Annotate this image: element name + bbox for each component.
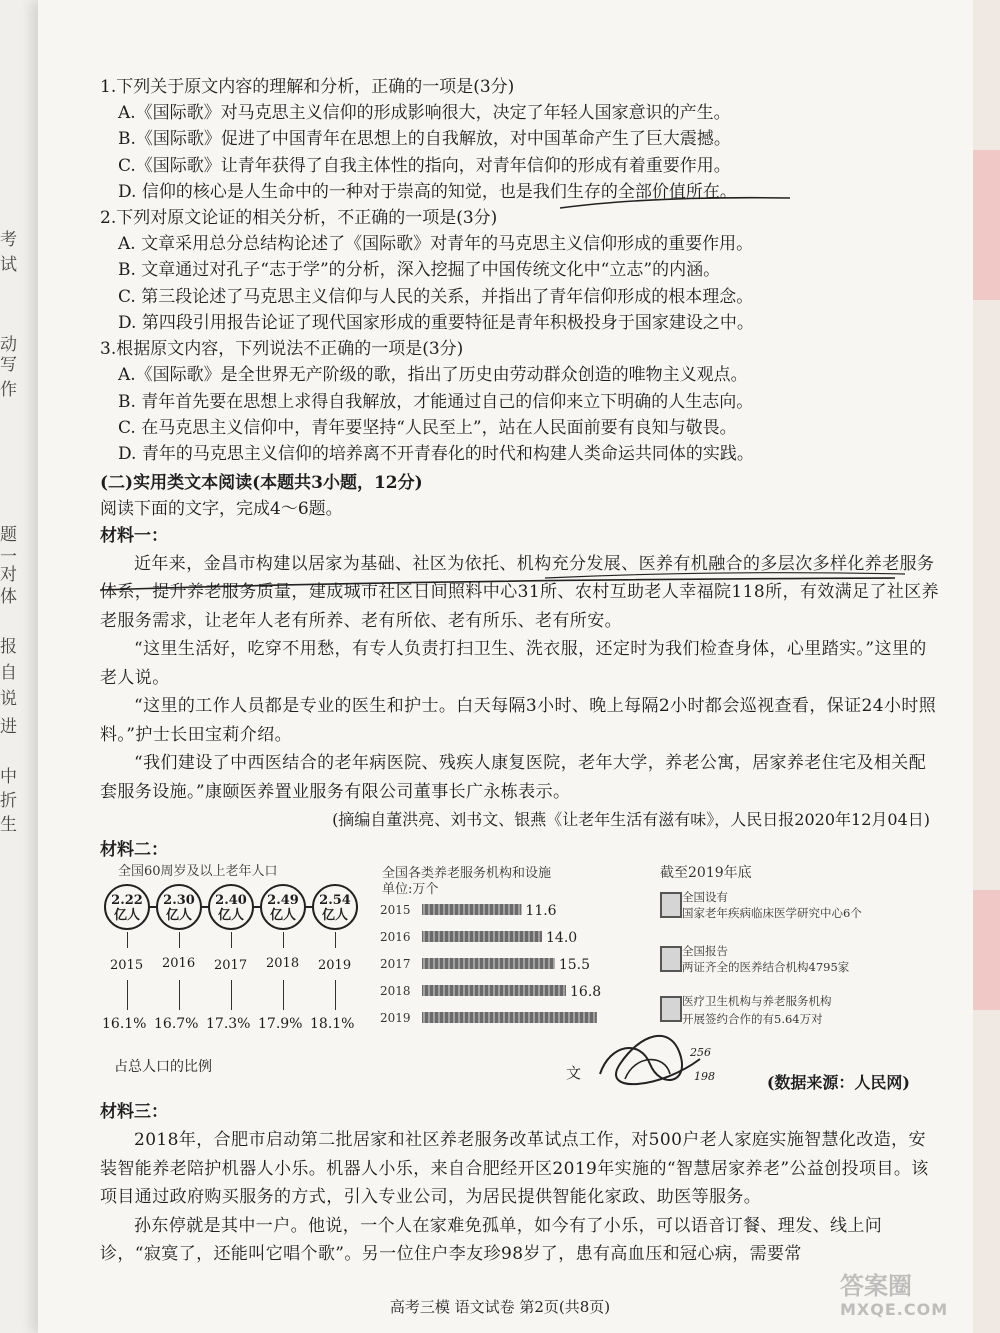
report-icon [660, 946, 682, 972]
population-value: 2.22 [111, 893, 143, 909]
population-unit: 亿人 [217, 908, 244, 924]
handwritten-mark: 文 [566, 1064, 582, 1083]
population-year: 2017 [214, 958, 248, 974]
population-title: 全国60周岁及以上老年人口 [118, 864, 278, 880]
cooperation-icon [660, 996, 682, 1022]
bar-value-label: 11.6 [525, 903, 557, 920]
section-instruction: 阅读下面的文字，完成4～6题。 [100, 498, 343, 519]
right-item-body: 两证齐全的医养结合机构4795家 [682, 960, 850, 975]
population-pct: 17.3% [206, 1016, 251, 1033]
side-fragment: 写作 [0, 355, 17, 400]
side-fragment: 折 [0, 791, 17, 811]
material-1-source: (摘编自董洪亮、刘书文、银燕《让老年生活有滋有味》，人民日报2020年12月04日) [332, 810, 930, 830]
site-watermark [840, 1272, 970, 1328]
side-fragment: 进 [0, 717, 17, 737]
material-2-figure [100, 866, 940, 1098]
right-title: 截至2019年底 [660, 865, 752, 882]
material-2-label: 材料二： [100, 840, 168, 861]
population-year: 2016 [162, 956, 196, 972]
chart-title: 全国各类养老服务机构和设施 [382, 866, 552, 882]
right-item-head: 全国设有 [682, 890, 728, 905]
side-fragment: 自 [0, 663, 17, 683]
bar-category: 2016 [380, 930, 411, 945]
option-d: D. 青年的马克思主义信仰的培养离不开青春化的时代和构建人类命运共同体的实践。 [118, 444, 754, 465]
connector-line [231, 932, 232, 948]
right-page-edge [973, 0, 1000, 1333]
connector-line [179, 932, 180, 948]
page-footer: 高考三模 语文试卷 第2页(共8页) [389, 1298, 611, 1316]
connector-line [127, 980, 128, 1010]
question-stem: 2.下列对原文论证的相关分析，不正确的一项是(3分) [100, 208, 498, 229]
watermark-logo-text: 答案圈 [840, 1272, 912, 1300]
population-year: 2018 [266, 956, 300, 972]
population-unit: 亿人 [165, 908, 192, 924]
side-fragment: 考试 [0, 230, 17, 275]
option-a: A. 文章采用总分总结构论述了《国际歌》对青年的马克思主义信仰形成的重要作用。 [118, 234, 754, 255]
side-fragment: 中 [0, 767, 17, 787]
option-b: B. 青年首先要在思想上求得自我解放，才能通过自己的信仰来立下明确的人生志向。 [118, 391, 754, 412]
side-fragment: 动 [0, 335, 17, 355]
connector-line [231, 980, 232, 1010]
right-item-head: 全国报告 [682, 944, 728, 959]
option-d: D. 信仰的核心是人生命中的一种对于崇高的知觉，也是我们生存的全部价值所在。 [118, 181, 737, 202]
option-b: B.《国际歌》促进了中国青年在思想上的自我解放，对中国革命产生了巨大震撼。 [118, 129, 731, 150]
connector-line [283, 980, 284, 1010]
side-fragment: 生 [0, 815, 17, 835]
population-value: 2.49 [267, 893, 299, 909]
population-value: 2.40 [215, 893, 247, 909]
population-value: 2.30 [163, 893, 195, 909]
material-1-paragraph: “我们建设了中西医结合的老年病医院、残疾人康复医院，老年大学，养老公寓，居家养老住宅及相关配套服务设施。”康颐医养置业服务有限公司董事长广永栋表示。 [100, 753, 927, 802]
material-3-paragraph: 孙东停就是其中一户。他说，一个人在家难免孤单，如今有了小乐，可以语音订餐、理发、线上问诊，“寂寞了，还能叫它唱个歌”。另一位住户李友珍98岁了，患有高血压和冠心病，需要常 [100, 1215, 883, 1265]
population-year: 2019 [318, 958, 352, 974]
option-a: A.《国际歌》是全世界无产阶级的歌，指出了历史由劳动群众创造的唯物主义观点。 [118, 365, 748, 386]
option-a: A.《国际歌》对马克思主义信仰的形成影响很大，决定了年轻人国家意识的产生。 [118, 103, 731, 123]
bar-value-label: 15.5 [558, 957, 591, 974]
side-fragment: 体 [0, 587, 17, 607]
question-stem: 1.下列关于原文内容的理解和分析，正确的一项是(3分) [100, 77, 515, 97]
option-d: D. 第四段引用报告论证了现代国家形成的重要特征是青年积极投身于国家建设之中。 [118, 313, 754, 334]
material-1-paragraph: 近年来，金昌市构建以居家为基础、社区为依托、机构充分发展、医养有机融合的多层次多样化养老服务体系，提升养老服务质量，建成城市社区日间照料中心31所、农村互助老人幸福院118所，有效满足了社区养老服务需求，让老年人老有所养、老有所依、老有所乐、老有所安。 [100, 553, 940, 631]
side-fragment: 说 [0, 689, 17, 709]
right-item-body: 开展签约合作的有5.64万对 [682, 1012, 823, 1027]
bar-category: 2015 [380, 903, 411, 918]
population-circle [260, 884, 306, 930]
side-fragment: 一 [0, 547, 17, 567]
handwritten-mark: 256 [690, 1046, 711, 1060]
section-title: (二)实用类文本阅读(本题共3小题，12分) [100, 472, 423, 493]
material-1-label: 材料一： [100, 525, 168, 546]
population-value: 2.54 [319, 893, 351, 909]
material-3-label: 材料三： [100, 1102, 168, 1123]
population-pct: 16.1% [102, 1016, 147, 1033]
population-unit: 亿人 [113, 908, 140, 924]
connector-line [283, 932, 284, 948]
bar-chart [380, 896, 620, 1046]
option-c: C. 第三段论述了马克思主义信仰与人民的关系，并指出了青年信仰形成的根本理念。 [118, 286, 754, 307]
bar-value-label: 14.0 [546, 930, 578, 947]
connector-line [335, 932, 336, 948]
left-page-edge [0, 0, 38, 1333]
pct-caption: 占总人口的比例 [114, 1059, 212, 1076]
option-c: C. 在马克思主义信仰中，青年要坚持“人民至上”，站在人民面前要有良知与敬畏。 [118, 417, 737, 438]
connector-line [127, 932, 128, 948]
right-item-body: 国家老年疾病临床医学研究中心6个 [682, 906, 862, 921]
population-circle [208, 884, 254, 930]
chart-unit: 单位:万个 [382, 882, 439, 898]
population-circle [156, 884, 202, 930]
question-1 [100, 74, 940, 205]
material-1-paragraph: “这里的工作人员都是专业的医生和护士。白天每隔3小时、晚上每隔2小时都会巡视查看，保证24小时照料。”护士长田宝莉介绍。 [100, 696, 937, 745]
population-unit: 亿人 [321, 908, 348, 924]
material-1-paragraph: “这里生活好，吃穿不用愁，有专人负责打扫卫生、洗衣服，还定时为我们检查身体，心里踏实。”这里的老人说。 [100, 639, 927, 688]
question-2 [100, 205, 940, 336]
side-fragment: 报 [0, 637, 17, 657]
bar-category: 2019 [380, 1011, 411, 1026]
material-3-paragraph: 2018年，合肥市启动第二批居家和社区养老服务改革试点工作，对500户老人家庭实施智慧化改造，安装智能养老陪护机器人小乐。机器人小乐，来自合肥经开区2019年实施的“智慧居家养老”公益创投项目。该项目通过政府购买服务的方式，引入专业公司，为居民提供智能化家政、助医等服务。 [100, 1130, 929, 1208]
connector-line [179, 980, 180, 1010]
info-icon [660, 892, 682, 918]
side-fragment: 对 [0, 565, 17, 585]
bar-value-label: 16.8 [570, 984, 602, 1001]
population-circle [312, 884, 358, 930]
watermark-url: MXQE.COM [840, 1300, 949, 1319]
page-content [100, 74, 940, 1269]
right-item-head: 医疗卫生机构与养老服务机构 [682, 994, 832, 1009]
bar-category: 2017 [380, 957, 411, 972]
population-pct: 17.9% [258, 1016, 303, 1033]
connector-line [335, 980, 336, 1010]
population-unit: 亿人 [269, 908, 296, 924]
question-3 [100, 336, 940, 467]
population-year: 2015 [110, 958, 144, 974]
bar-category: 2018 [380, 984, 411, 999]
population-pct: 18.1% [310, 1016, 355, 1033]
option-b: B. 文章通过对孔子“志于学”的分析，深入挖掘了中国传统文化中“立志”的内涵。 [118, 260, 721, 281]
bar [422, 904, 521, 915]
option-c: C.《国际歌》让青年获得了自我主体性的指向，对青年信仰的形成有着重要作用。 [118, 155, 731, 176]
population-pct: 16.7% [154, 1016, 199, 1033]
population-circle [104, 884, 150, 930]
handwritten-mark: 198 [694, 1070, 715, 1084]
side-fragment: 题 [0, 525, 17, 545]
data-source: (数据来源：人民网) [766, 1073, 910, 1093]
question-stem: 3.根据原文内容，下列说法不正确的一项是(3分) [100, 339, 464, 360]
